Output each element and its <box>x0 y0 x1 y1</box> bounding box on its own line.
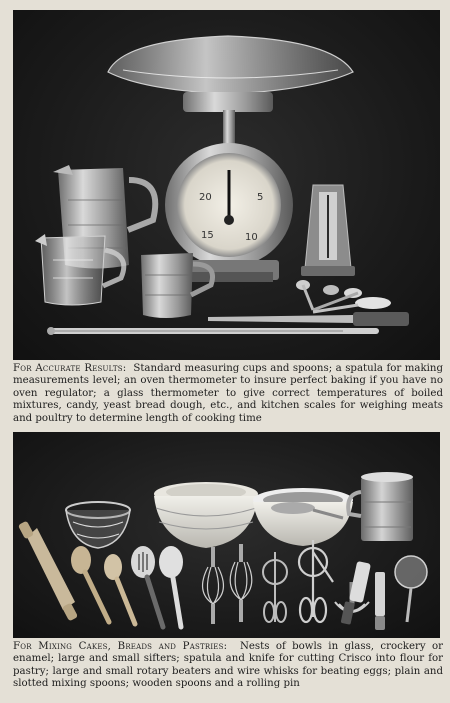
caption-accurate-results <box>13 363 443 425</box>
crockery-bowl-nest <box>154 482 258 548</box>
spatula <box>208 312 409 326</box>
caption-body: Nests of bowls in glass, crockery or enamel; large and small sifters; spatula and knife for cutting Crisco into flour for pastry; large and small rotary beaters and wire whisks for beating eggs; plain and slotted mixing spoons; wooden spoons and a rolling pin <box>13 641 443 690</box>
wooden-spoon <box>71 546 109 622</box>
metal-measuring-cup-small <box>141 253 213 318</box>
wire-whisk <box>203 547 224 624</box>
caption-lead: For Accurate Results: <box>13 363 127 374</box>
scale-dial-number: 20 <box>199 192 212 203</box>
large-sifter <box>348 472 413 541</box>
scale-dial-number: 5 <box>257 192 264 203</box>
caption-lead: For Mixing Cakes, Breads and Pastries: <box>13 641 228 652</box>
scale-dial-number: 10 <box>245 232 258 243</box>
measuring-spoons <box>296 280 391 312</box>
oven-thermometer <box>301 185 355 276</box>
scale-dial-number: 15 <box>201 230 214 241</box>
glass-thermometer <box>47 327 379 335</box>
slotted-spoon <box>131 546 163 627</box>
caption-body: Standard measuring cups and spoons; a spatula for making measurements level; an oven thermometer to insure perfect baking if you have no oven regulator; a glass thermometer to give correct temperatures of boiled mixtures, candy, yeast bread dough, etc., and kitchen scales for weighing meats and poultry to determine length of cooking time <box>13 363 443 424</box>
knife <box>375 572 385 630</box>
wooden-spoon <box>104 554 135 624</box>
rotary-beater-large <box>299 540 333 622</box>
rolling-pin <box>18 521 78 622</box>
wire-whisk <box>230 544 252 622</box>
photo-mixing-equipment <box>13 432 440 638</box>
caption-mixing-cakes <box>13 641 443 691</box>
small-sifter-strainer <box>395 556 427 622</box>
spatula <box>341 561 371 625</box>
mixing-spoon <box>159 546 183 627</box>
glass-bowl-nest <box>66 502 130 548</box>
rotary-beater-small <box>263 552 287 622</box>
photo-measuring-equipment <box>13 10 440 360</box>
